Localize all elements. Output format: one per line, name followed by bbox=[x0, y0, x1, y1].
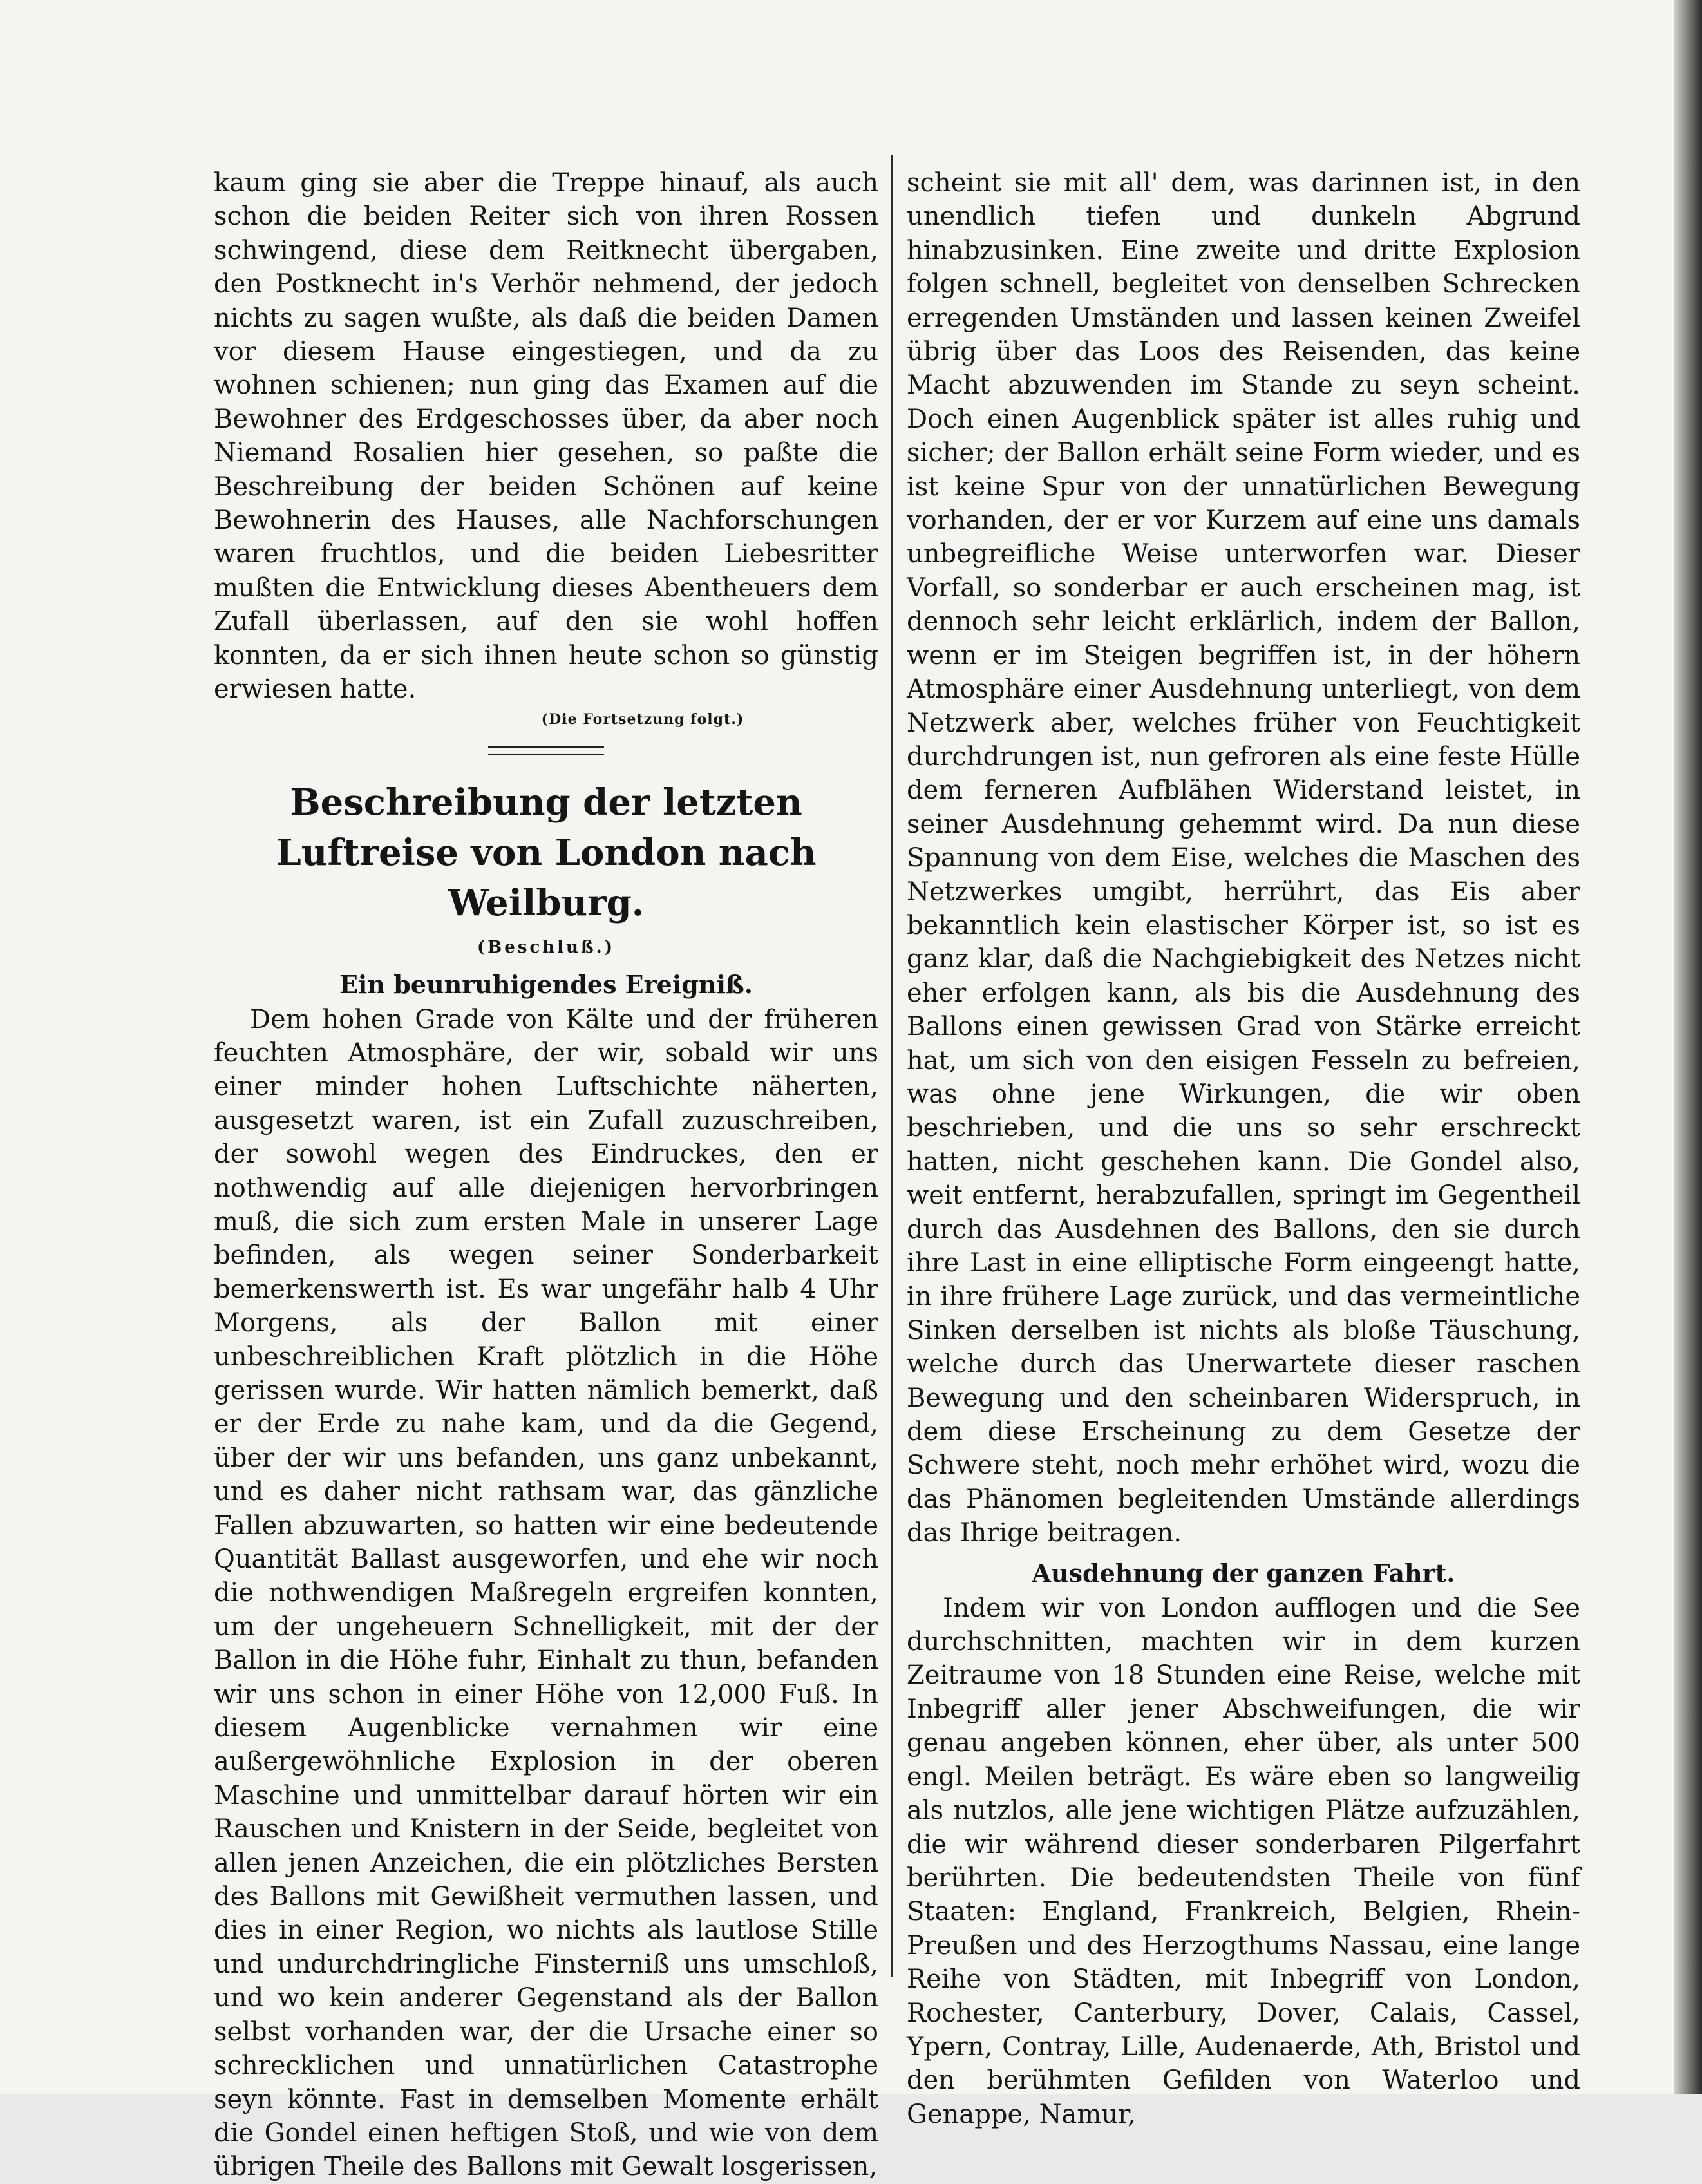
paragraph-extent: Indem wir von London aufflogen und die See durchschnitten, machten wir in dem kurzen Zeitraume von 18 Stunden eine Reise, welche mit Inbegriff aller jener Abschweifungen, die wir genau angeben können, eher über, als unter 500 engl. Meilen beträgt. Es wäre eben so langweilig als nutzlos, alle jene wichtigen Plätze aufzuzählen, die wir während dieser sonderbaren Pilgerfahrt berührten. Die bedeutendsten Theile von fünf Staaten: England, Frankreich, Belgien, Rhein-Preußen und des Herzogthums Nassau, eine lange Reihe von Städten, mit Inbegriff von London, Rochester, Canterbury, Dover, Calais, Cassel, Ypern, Contray, Lille, Audenaerde, Ath, Bristol und den berühmten Gefilden von Waterloo und Genappe, Namur, bbox=[907, 1593, 1580, 2129]
paragraph-intro: kaum ging sie aber die Treppe hinauf, als auch schon die beiden Reiter sich von ihren Rossen schwingend, diese dem Reitknecht übergaben, den Postknecht in's Verhör nehmend, der jedoch nichts zu sagen wußte, als daß die beiden Damen vor diesem Hause eingestiegen, und da zu wohnen schienen; nun ging das Examen auf die Bewohner des Erdgeschosses über, da aber noch Niemand Rosalien hier gesehen, so paßte die Beschreibung der beiden Schönen auf keine Bewohnerin des Hauses, alle Nachforschungen waren fruchtlos, und die beiden Liebesritter mußten die Entwicklung dieses Abentheuers dem Zufall überlassen, auf den sie wohl hoffen konnten, da er sich ihnen heute schon so günstig erwiesen hatte. bbox=[214, 168, 878, 705]
left-column bbox=[214, 166, 878, 2184]
paragraph-event: Dem hohen Grade von Kälte und der früheren feuchten Atmosphäre, der wir, sobald wir uns einer minder hohen Luftschichte näherten, ausgesetzt waren, ist ein Zufall zuzuschreiben, der sowohl wegen des Eindruckes, den er nothwendig auf alle diejenigen hervorbringen muß, die sich zum ersten Male in unserer Lage befinden, als wegen seiner Sonderbarkeit bemerkenswerth ist. Es war ungefähr halb 4 Uhr Morgens, als der Ballon mit einer unbeschreiblichen Kraft plötzlich in die Höhe gerissen wurde. Wir hatten nämlich bemerkt, daß er der Erde zu nahe kam, und da die Gegend, über der wir uns befanden, uns ganz unbekannt, und es daher nicht rathsam war, das gänzliche Fallen abzuwarten, so hatten wir eine bedeutende Quantität Ballast ausgeworfen, und ehe wir noch die nothwendigen Maßregeln ergreifen konnten, um der ungeheuern Schnelligkeit, mit der der Ballon in die Höhe fuhr, Einhalt zu thun, befanden wir uns schon in einer Höhe von 12,000 Fuß. In diesem Augenblicke vernahmen wir eine außergewöhnliche Explosion in der oberen Maschine und unmittelbar darauf hörten wir ein Rauschen und Knistern in der Seide, begleitet von allen jenen Anzeichen, die ein plötzliches Bersten des Ballons mit Gewißheit vermuthen lassen, und dies in einer Region, wo nichts als lautlose Stille und undurchdringliche Finsterniß uns umschloß, und wo kein anderer Gegenstand als der Ballon selbst vorhanden war, der die Ursache einer so schrecklichen und unnatürlichen Catastrophe seyn könnte. Fast in demselben Momente erhält die Gondel einen heftigen Stoß, und wie von dem übrigen Theile des Ballons mit Gewalt losgerissen, bbox=[214, 1004, 878, 2182]
book-spine-edge bbox=[1674, 0, 1702, 2094]
paragraph-continued: scheint sie mit all' dem, was darinnen ist, in den unendlich tiefen und dunkeln Abgrund hinabzusinken. Eine zweite und dritte Explosion folgen schnell, begleitet von denselben Schrecken erregenden Umständen und lassen keinen Zweifel übrig über das Loos des Reisenden, das keine Macht abzuwenden im Stande zu seyn scheint. Doch einen Augenblick später ist alles ruhig und sicher; der Ballon erhält seine Form wieder, und es ist keine Spur von der unnatürlichen Bewegung vorhanden, der er vor Kurzem auf eine uns damals unbegreifliche Weise unterworfen war. Dieser Vorfall, so sonderbar er auch erscheinen mag, ist dennoch sehr leicht erklärlich, indem der Ballon, wenn er im Steigen begriffen ist, in der höhern Atmosphäre einer Ausdehnung unterliegt, von dem Netzwerk aber, welches früher von Feuchtigkeit durchdrungen ist, nun gefroren als eine feste Hülle dem ferneren Aufblähen Widerstand leistet, in seiner Ausdehnung gehemmt wird. Da nun diese Spannung von dem Eise, welches die Maschen des Netzwerkes umgibt, herrührt, das Eis aber bekanntlich kein elastischer Körper ist, so ist es ganz klar, daß die Nachgiebigkeit des Netzes nicht eher erfolgen kann, als bis die Ausdehnung des Ballons einen gewissen Grad von Stärke erreicht hat, um sich von den eisigen Fesseln zu befreien, was ohne jene Wirkungen, die wir oben beschrieben, und die uns so sehr erschreckt hatten, nicht geschehen kann. Die Gondel also, weit entfernt, herabzufallen, springt im Gegentheil durch das Ausdehnen des Ballons, den sie durch ihre Last in eine elliptische Form eingeengt hatte, in ihre frühere Lage zurück, und das vermeintliche Sinken derselben ist nichts als bloße Täuschung, welche durch das Unerwartete dieser raschen Bewegung und den scheinbaren Widerspruch, in dem diese Erscheinung zu dem Gesetze der Schwere steht, noch mehr erhöhet wird, wozu die das Phänomen begleitenden Umstände allerdings das Ihrige beitragen. bbox=[907, 168, 1580, 1548]
section-heading-event: Ein beunruhigendes Ereigniß. bbox=[339, 969, 753, 999]
continuation-note: (Die Fortsetzung folgt.) bbox=[541, 710, 744, 728]
article-title: Beschreibung der letzten Luftreise von London nach Weilburg. bbox=[276, 781, 817, 924]
column-rule bbox=[891, 155, 893, 1977]
right-column bbox=[907, 166, 1580, 2131]
article-subtitle: (Beschluß.) bbox=[477, 937, 616, 957]
section-divider bbox=[488, 746, 604, 755]
section-heading-extent: Ausdehnung der ganzen Fahrt. bbox=[1032, 1558, 1455, 1588]
